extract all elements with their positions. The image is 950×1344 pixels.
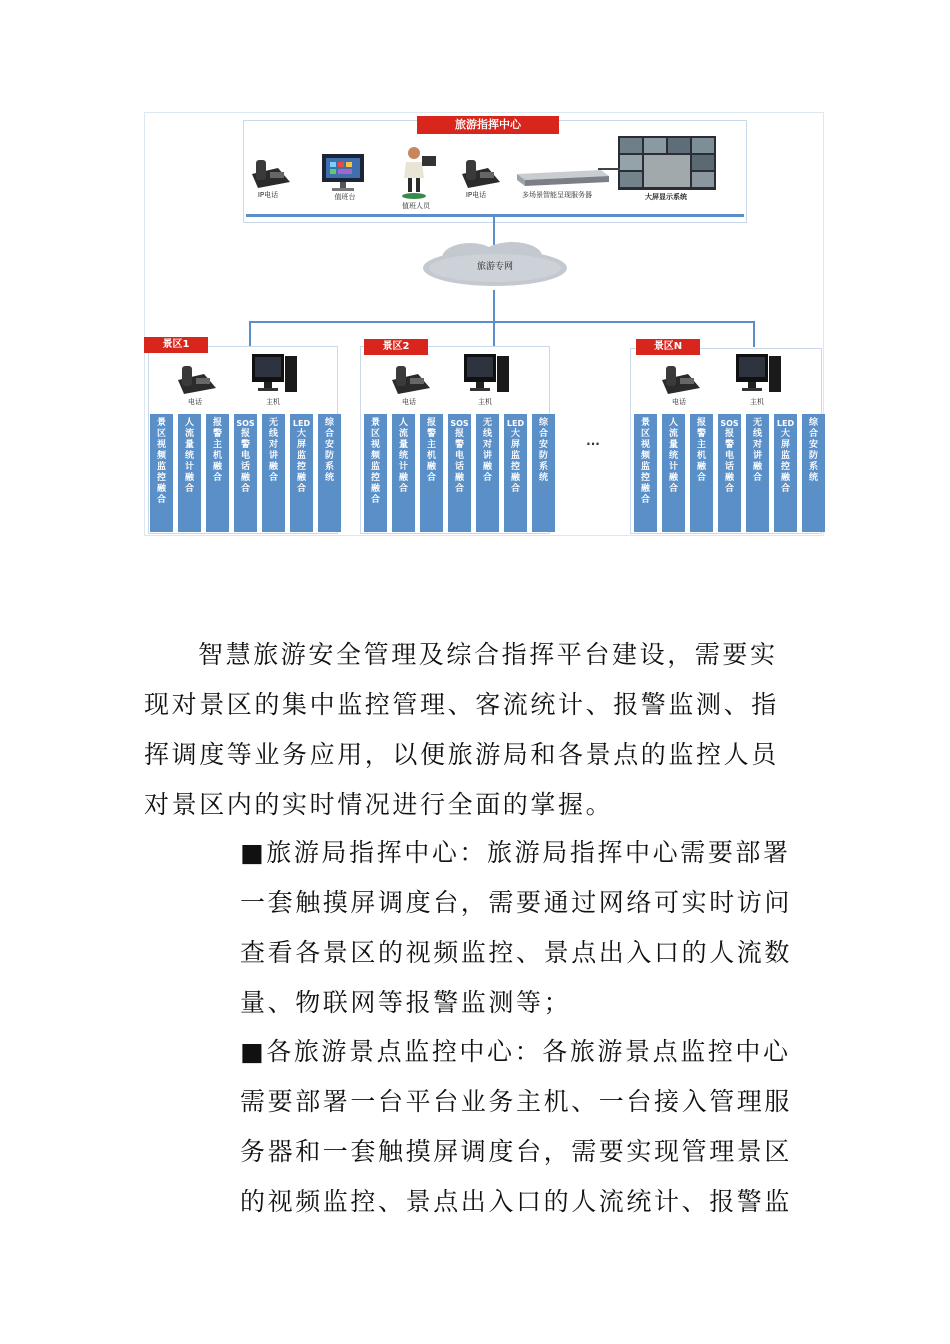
text-line: ■各旅游景点监控中心：各旅游景点监控中心 (240, 1037, 791, 1066)
network-label: 旅游专网 (476, 262, 513, 272)
text-line: 的视频监控、景点出入口的人流统计、报警监 (240, 1187, 793, 1216)
server-icon (515, 164, 611, 188)
zone-phone-label: 电话 (188, 398, 202, 406)
connector-line (249, 321, 251, 347)
host-computer-icon (736, 352, 782, 398)
connector-line (598, 168, 620, 170)
text-line: 智慧旅游安全管理及综合指挥平台建设，需要实 (198, 640, 778, 669)
ip-phone-icon (248, 156, 294, 192)
more-zones-ellipsis: ... (586, 434, 600, 448)
connector-line (753, 321, 755, 347)
operator-icon (396, 144, 438, 200)
command-center-title: 旅游指挥中心 (417, 116, 559, 134)
zone-title: 景区N (636, 339, 700, 355)
connector-line (493, 290, 495, 322)
zone-function-column: 报 警 主 机 融 合 (690, 414, 713, 532)
zone-function-column: LED 大 屏 监 控 融 合 (504, 414, 527, 532)
zone-host-label: 主机 (750, 398, 764, 406)
text-line: 对景区内的实时情况进行全面的掌握。 (144, 790, 614, 819)
zone-function-column: 综 合 安 防 系 统 (532, 414, 555, 532)
text-line: 挥调度等业务应用，以便旅游局和各景点的监控人员 (144, 740, 779, 769)
text-line: 务器和一套触摸屏调度台，需要实现管理景区 (240, 1137, 793, 1166)
zone-function-column: 无 线 对 讲 融 合 (476, 414, 499, 532)
zone-function-column: SOS 报 警 电 话 融 合 (448, 414, 471, 532)
zone-function-column: 人 流 量 统 计 融 合 (178, 414, 201, 532)
bullet-scenic-center (240, 1027, 810, 1227)
bullet-command-center (240, 828, 810, 1028)
zone-title: 景区1 (144, 337, 208, 353)
zone-phone-label: 电话 (402, 398, 416, 406)
hq-device-label: 值班人员 (402, 202, 430, 210)
zone-function-column: 无 线 对 讲 融 合 (262, 414, 285, 532)
host-computer-icon (252, 352, 298, 398)
host-computer-icon (464, 352, 510, 398)
zone-function-column: 人 流 量 统 计 融 合 (662, 414, 685, 532)
hq-device-label: 值班台 (334, 193, 356, 201)
zone-function-column: SOS 报 警 电 话 融 合 (234, 414, 257, 532)
text-line: 查看各景区的视频监控、景点出入口的人流数 (240, 938, 793, 967)
zone-title: 景区2 (364, 339, 428, 355)
zone-function-column: 综 合 安 防 系 统 (318, 414, 341, 532)
phone-icon (174, 362, 220, 398)
phone-icon (388, 362, 434, 398)
zone-function-column: 景 区 视 频 监 控 融 合 (634, 414, 657, 532)
zone-function-column: 景 区 视 频 监 控 融 合 (364, 414, 387, 532)
zone-function-column: LED 大 屏 监 控 融 合 (774, 414, 797, 532)
distribution-line (249, 321, 754, 323)
zone-function-column: SOS 报 警 电 话 融 合 (718, 414, 741, 532)
ip-phone-icon (458, 156, 504, 192)
text-line: 现对景区的集中监控管理、客流统计、报警监测、指 (144, 690, 779, 719)
intro-paragraph (144, 630, 824, 830)
zone-function-column: 无 线 对 讲 融 合 (746, 414, 769, 532)
zone-function-column: 报 警 主 机 融 合 (206, 414, 229, 532)
zone-phone-label: 电话 (672, 398, 686, 406)
zone-function-column: 综 合 安 防 系 统 (802, 414, 825, 532)
connector-line (493, 321, 495, 347)
text-line: 一套触摸屏调度台，需要通过网络可实时访问 (240, 888, 793, 917)
zone-function-column: 报 警 主 机 融 合 (420, 414, 443, 532)
text-line: 需要部署一台平台业务主机、一台接入管理服 (240, 1087, 793, 1116)
text-line: ■旅游局指挥中心：旅游局指挥中心需要部署 (240, 838, 791, 867)
hq-device-label: IP电话 (257, 191, 279, 199)
zone-function-column: 人 流 量 统 计 融 合 (392, 414, 415, 532)
zone-host-label: 主机 (266, 398, 280, 406)
hq-device-label: 多场景智能呈现服务器 (522, 191, 592, 199)
phone-icon (658, 362, 704, 398)
duty-console-icon (318, 152, 368, 192)
video-wall-icon (618, 136, 716, 190)
zone-function-column: 景 区 视 频 监 控 融 合 (150, 414, 173, 532)
hq-device-label: 大屏显示系统 (645, 193, 687, 201)
zone-function-column: LED 大 屏 监 控 融 合 (290, 414, 313, 532)
hq-device-label: IP电话 (465, 191, 487, 199)
text-line: 量、物联网等报警监测等； (240, 988, 572, 1017)
zone-host-label: 主机 (478, 398, 492, 406)
hq-bus-line (246, 214, 744, 217)
